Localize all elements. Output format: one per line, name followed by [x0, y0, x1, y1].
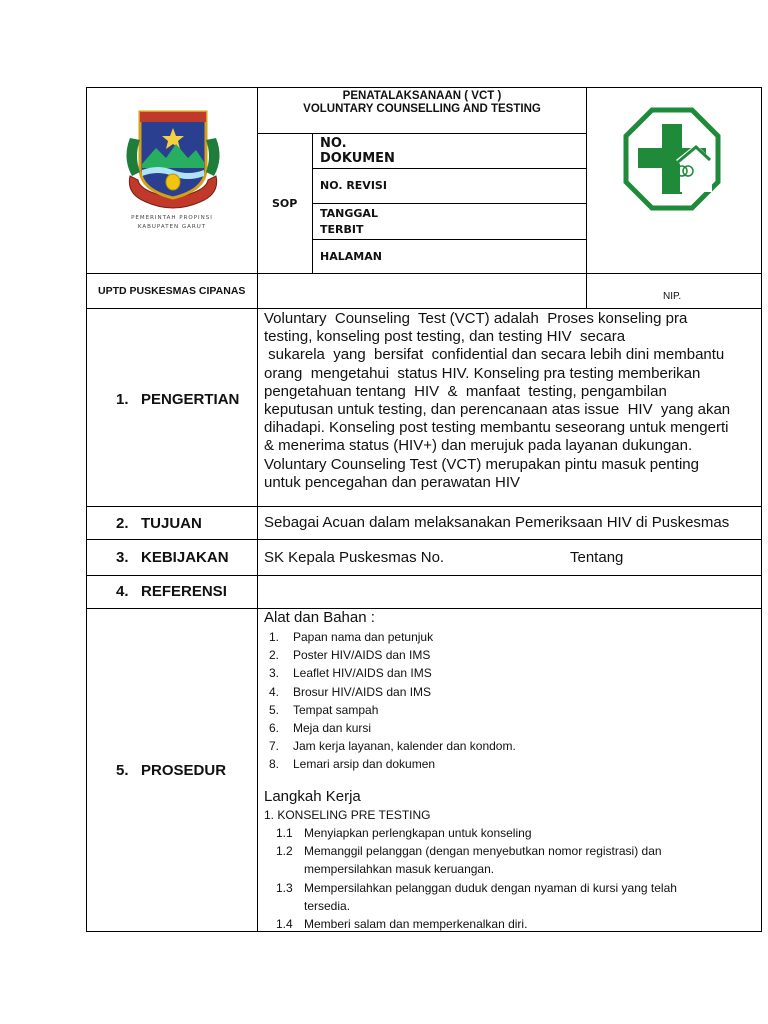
alat-item-text: Meja dan kursi — [293, 721, 372, 735]
pengertian-line: sukarela yang bersifat confidential dan secara lebih dini membantu — [264, 346, 725, 364]
alat-item-number: 4. — [269, 684, 280, 699]
pengertian-line: keputusan untuk testing, dan perencanaan atas issue HIV yang akan — [264, 401, 731, 419]
kebijakan-tentang: Tentang — [570, 549, 624, 566]
step-number: 1.1 — [276, 826, 293, 840]
alat-item-number: 8. — [269, 757, 280, 772]
document-title — [257, 90, 587, 116]
no-revisi-label: NO. REVISI — [320, 179, 387, 192]
shield-emblem-icon — [118, 98, 228, 218]
alat-item-number: 6. — [269, 721, 280, 735]
step-text: Memanggil pelanggan (dengan menyebutkan nomor registrasi) dan — [304, 844, 662, 859]
alat-item-text: Papan nama dan petunjuk — [293, 630, 434, 644]
alat-item-text: Brosur HIV/AIDS dan IMS — [293, 684, 432, 699]
step-text: Memberi salam dan memperkenalkan diri. — [304, 917, 528, 931]
pengertian-line: & menerima status (HIV+) dan merujuk pada layanan dukungan. — [264, 437, 693, 455]
step-number: 1.3 — [276, 880, 293, 895]
referensi-label: 4. REFERENSI — [116, 583, 227, 600]
pengertian-line: Voluntary Counseling Test (VCT) adalah Proses konseling pra — [264, 310, 688, 327]
alat-item-number: 3. — [269, 666, 280, 681]
logo-caption-line2: KABUPATEN GARUT — [137, 224, 207, 230]
no-dokumen-line2: DOKUMEN — [320, 151, 395, 166]
step-text: tersedia. — [304, 898, 351, 913]
pengertian-text — [264, 310, 754, 492]
langkah-kerja-title: Langkah Kerja — [264, 788, 361, 805]
step-number: 1.2 — [276, 844, 293, 859]
step-text: mempersilahkan masuk keruangan. — [304, 862, 495, 877]
konseling-pre-testing-heading: 1. KONSELING PRE TESTING — [264, 808, 431, 822]
step-text: Menyiapkan perlengkapan untuk konseling — [304, 826, 532, 840]
kebijakan-text: SK Kepala Puskesmas No. — [264, 549, 445, 566]
tanggal-line: TANGGAL — [320, 207, 378, 220]
no-dokumen-label — [320, 136, 395, 166]
pengertian-line: pengetahuan tentang HIV & manfaat testing, pengambilan — [264, 382, 667, 400]
no-dokumen-line1: NO. — [320, 136, 347, 151]
prosedur-label: 5. PROSEDUR — [116, 762, 227, 779]
alat-item-text: Poster HIV/AIDS dan IMS — [293, 648, 431, 663]
pengertian-line: untuk pencegahan dan perawatan HIV — [264, 473, 521, 491]
tujuan-text: Sebagai Acuan dalam melaksanakan Pemeriksaan HIV di Puskesmas — [264, 514, 730, 531]
alat-item-number: 5. — [269, 702, 280, 717]
alat-item-text: Leaflet HIV/AIDS dan IMS — [293, 666, 432, 681]
alat-item-number: 2. — [269, 648, 280, 663]
title-line2: VOLUNTARY COUNSELLING AND TESTING — [303, 103, 541, 115]
pengertian-line: Voluntary Counseling Test (VCT) merupakan pintu masuk penting — [264, 455, 699, 473]
tujuan-label: 2. TUJUAN — [116, 515, 202, 532]
pengertian-line: dihadapi. Konseling post testing membantu seseorang untuk mengerti — [264, 419, 729, 437]
puskesmas-name: UPTD PUSKESMAS CIPANAS — [98, 285, 246, 297]
alat-bahan-title: Alat dan Bahan : — [264, 609, 375, 626]
puskesmas-logo — [620, 104, 724, 214]
pengertian-line: testing, konseling post testing, dan testing HIV secara — [264, 328, 626, 346]
alat-item-number: 7. — [269, 739, 280, 754]
pengertian-line: orang mengetahui status HIV. Konseling pra testing memberikan — [264, 364, 701, 382]
tanggal-terbit-label — [320, 206, 378, 238]
pengertian-label: 1. PENGERTIAN — [116, 391, 240, 408]
logo-caption-line1: PEMERINTAH PROPINSI — [131, 215, 213, 221]
nip-label: NIP. — [663, 291, 682, 302]
alat-item-text: Lemari arsip dan dokumen — [293, 757, 436, 772]
garut-logo — [118, 98, 228, 238]
terbit-line: TERBIT — [320, 223, 364, 236]
sop-label: SOP — [272, 197, 298, 210]
step-number: 1.4 — [276, 917, 293, 931]
alat-item-number: 1. — [269, 630, 280, 644]
title-line1: PENATALAKSANAAN ( VCT ) — [342, 90, 502, 102]
alat-item-text: Jam kerja layanan, kalender dan kondom. — [293, 739, 516, 754]
step-text: Mempersilahkan pelanggan duduk dengan nyaman di kursi yang telah — [304, 880, 677, 895]
halaman-label: HALAMAN — [320, 250, 382, 263]
alat-item-text: Tempat sampah — [293, 702, 379, 717]
kebijakan-label: 3. KEBIJAKAN — [116, 549, 229, 566]
health-cross-icon — [620, 104, 724, 214]
logo-caption — [92, 214, 252, 232]
